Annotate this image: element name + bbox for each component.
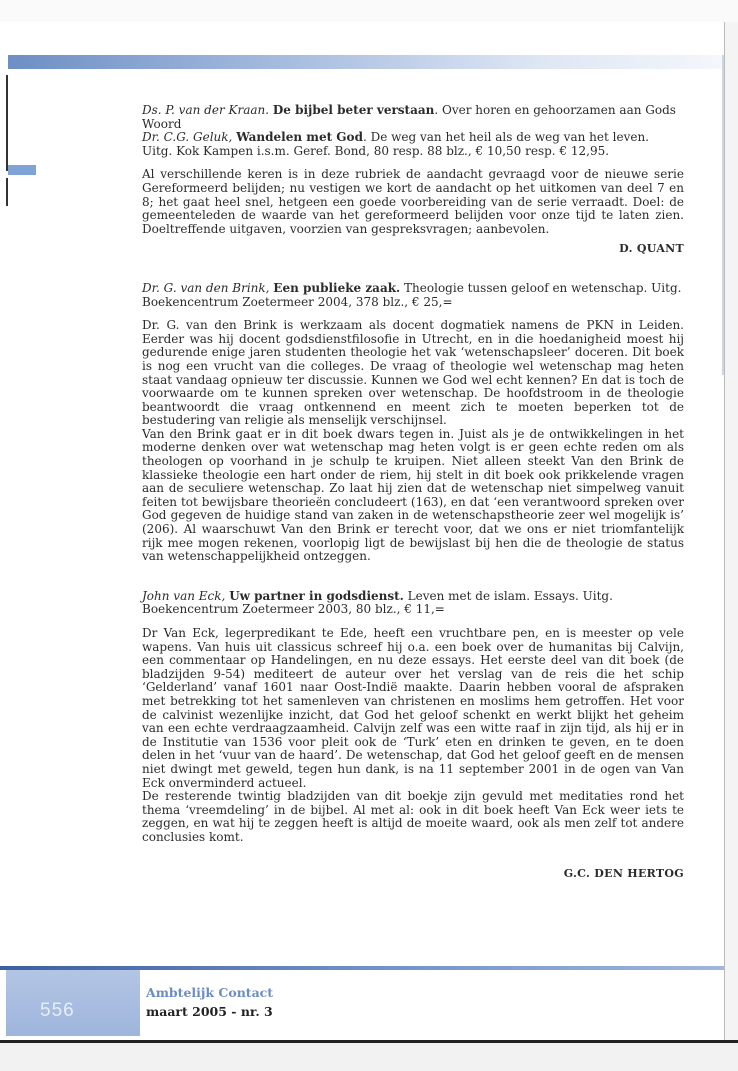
citation-line-2 xyxy=(142,131,684,145)
left-margin-rule-lower xyxy=(6,178,8,206)
subtitle: . Over horen en gehoorzamen aan Gods Woord xyxy=(142,103,676,131)
review-paragraph: Dr Van Eck, legerpredikant te Ede, heeft een vruchtbare pen, en is meester op vele wapens. Van huis uit classicus schreef hij o.a. een boek over de humanitas bij Calvijn, een commentaar op Handelingen, en nu deze essays. Het eerste deel van dit boek (de bladzijden 9-54) mediteert de auteur over het verslag van de reis die het schip ‘Gelderland’ vanaf 1601 naar Oost-Indië maakte. Daarin hebben vooral de afspraken met betrekking tot het samenleven van christenen en moslims hem getroffen. Het voor de calvinist wezenlijke inzicht, dat God het geloof schenkt en werkt blijkt het geheim van een echte verdraagzaamheid. Calvijn zelf was een witte raaf in zijn tijd, als hij er in de Institutie van 1536 voor pleit ook de ‘Turk’ eten en drinken te geven, en te doen delen in het ‘vuur van de haard’. De wetenschap, dat God het geloof geeft en de mensen niet dwingt met geweld, tegen hun dank, is na 11 september 2001 in de ogen van Van Eck onverminderd actueel. xyxy=(142,626,684,790)
left-margin-tab xyxy=(8,165,36,175)
review-3 xyxy=(142,590,684,880)
book-title: Uw partner in godsdienst. xyxy=(229,588,404,603)
page-right-edge xyxy=(724,22,738,1040)
reviews-column xyxy=(142,104,684,880)
author: Dr. C.G. Geluk, xyxy=(142,130,233,145)
reviewer-signature: G.C. DEN HERTOG xyxy=(563,866,684,880)
author: Ds. P. van der Kraan. xyxy=(142,103,270,117)
issue-label: maart 2005 - nr. 3 xyxy=(146,1004,273,1019)
review-paragraph: De resterende twintig bladzijden van dit boekje zijn gevuld met meditaties rond het thema ‘vreemdeling’ in de bijbel. Al met al: ook in dit boek heeft Van Eck weer iets te zeggen, en wat hij te zeggen heeft is altijd de moeite waard, ook als men zelf tot andere conclusies komt. xyxy=(142,789,684,844)
citation-line-1 xyxy=(142,104,684,131)
book-title: De bijbel beter verstaan xyxy=(272,103,435,117)
review-1-citation xyxy=(142,104,684,158)
subtitle: Theologie tussen geloof en wetenschap. Uitg. Boekencentrum Zoetermeer 2004, 378 blz., € 25,= xyxy=(142,280,682,309)
magazine-name: Ambtelijk Contact xyxy=(146,985,274,1000)
review-2 xyxy=(142,282,684,564)
review-1 xyxy=(142,104,684,256)
review-paragraph: Van den Brink gaat er in dit boek dwars tegen in. Juist als je de ontwikkelingen in het moderne denken over wat wetenschap mag heten volgt is er geen echte reden om als theologen op voorhand in je schulp te kruipen. Niet alleen steekt Van den Brink de klassieke theologie een hart onder de riem, hij stelt in dit boek ook prikkelende vragen aan de seculiere wetenschap. Zo laat hij zien dat de wetenschap niet simpelweg vanuit feiten tot bewijsbare theorieën concludeert (163), en dat ‘een verantwoord spreken over God gegeven de huidige stand van zaken in de wetenschapstheorie zeer wel mogelijk is’ (206). Al waarschuwt Van den Brink er terecht voor, dat we ons er niet triomfantelijk rijk mee mogen rekenen, voorlopig ligt de bewijslast bij hen die de theologie de status van wetenschappelijkheid ontzeggen. xyxy=(142,426,684,564)
author: Dr. G. van den Brink, xyxy=(142,280,270,295)
subtitle: . De weg van het heil als de weg van het leven. xyxy=(362,130,649,145)
left-margin-rule xyxy=(6,75,8,171)
publisher-line: Uitg. Kok Kampen i.s.m. Geref. Bond, 80 resp. 88 blz., € 10,50 resp. € 12,95. xyxy=(142,143,610,158)
page-number: 556 xyxy=(40,1000,75,1021)
review-2-citation xyxy=(142,282,684,309)
book-title: Een publieke zaak. xyxy=(273,280,401,295)
reviewer-signature: D. QUANT xyxy=(619,242,684,256)
review-3-citation xyxy=(142,590,684,617)
header-color-band xyxy=(8,55,724,69)
review-paragraph: Dr. G. van den Brink is werkzaam als docent dogmatiek namens de PKN in Leiden. Eerder was hij docent godsdienstfilosofie in Utrecht, en in die hoedanigheid moest hij gedurende enige jaren studenten theologie het vak ‘wetenschapsleer’ doceren. Dit boek is nog een vrucht van die colleges. De vraag of theologie wel wetenschap mag heten staat vandaag opnieuw ter discussie. Kunnen we God wel echt kennen? En dat is toch de voorwaarde om te kunnen spreken over wetenschap. De hoofdstroom in de theologie beantwoordt die vraag ontkennend en meent zich te moeten beperken tot de bestudering van religie als menselijk verschijnsel. xyxy=(142,318,684,428)
author: John van Eck, xyxy=(142,588,226,603)
review-paragraph: Al verschillende keren is in deze rubriek de aandacht gevraagd voor de nieuwe serie Gereformeerd belijden; nu vestigen we kort de aandacht op het uitkomen van deel 7 en 8; het gaat heel snel, hetgeen een goede voorbereiding van de serie verraadt. Doel: de gemeenteleden de waarde van het gereformeerd belijden voor onze tijd te laten zien. Doeltreffende uitgaven, voorzien van gespreksvragen; aanbevolen. xyxy=(142,167,684,236)
book-title: Wandelen met God xyxy=(236,130,363,145)
scan-border-top xyxy=(0,0,738,22)
scan-border-bottom xyxy=(0,1040,738,1071)
subtitle: Leven met de islam. Essays. Uitg. Boekencentrum Zoetermeer 2003, 80 blz., € 11,= xyxy=(142,588,613,617)
